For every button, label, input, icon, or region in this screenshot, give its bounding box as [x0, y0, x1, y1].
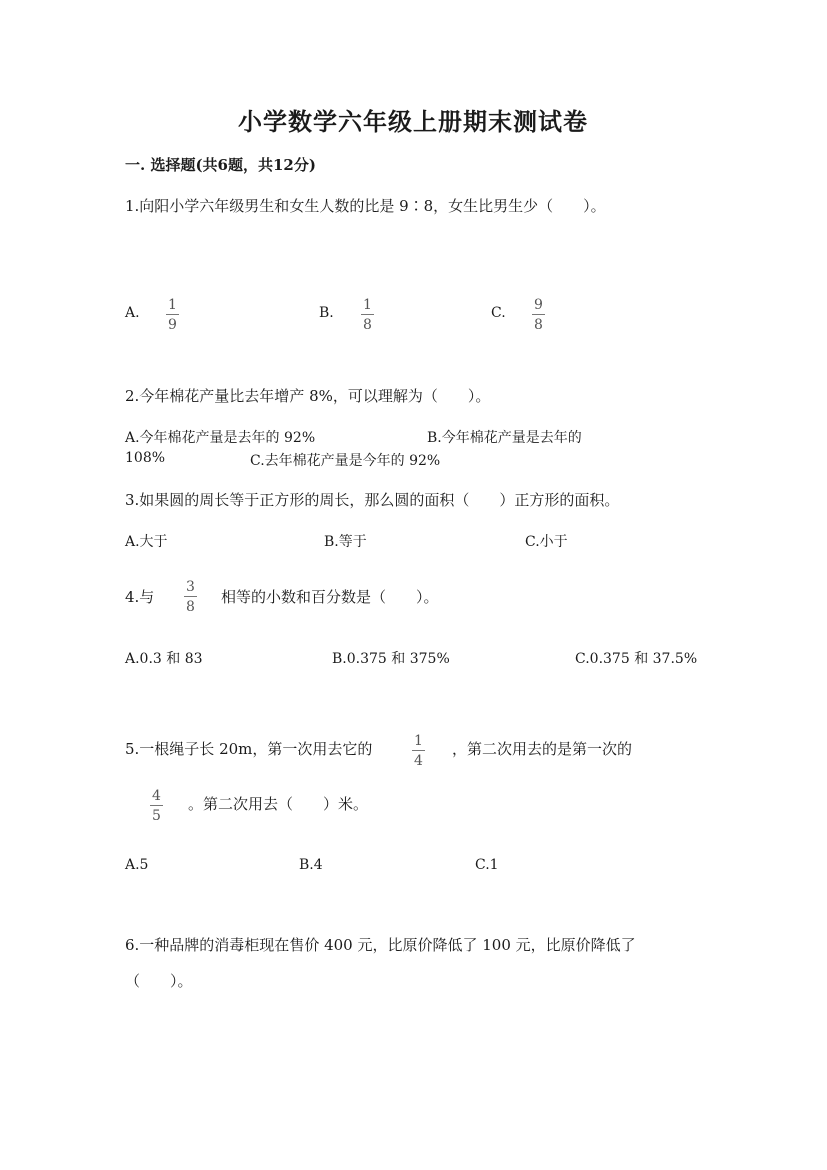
question-6-text-continued: （ ）。: [125, 972, 193, 990]
q5-option-a: A.5: [125, 857, 149, 873]
fraction-numerator: 1: [363, 297, 372, 313]
q1-option-b-fraction: [361, 298, 374, 332]
fraction-numerator: 4: [152, 788, 161, 804]
fraction-numerator: 1: [414, 733, 423, 749]
fraction-denominator: 8: [186, 599, 195, 615]
question-5-text-middle: ，第二次用去的是第一次的: [452, 740, 633, 758]
fraction-numerator: 1: [168, 297, 177, 313]
q2-option-a: A.今年棉花产量是去年的 92%: [125, 430, 316, 446]
fraction-denominator: 8: [363, 317, 372, 333]
q5-option-b: B.4: [299, 857, 323, 873]
q2-option-b: B.今年棉花产量是去年的: [427, 430, 582, 446]
section-heading: 一. 选择题(共6题，共12分): [125, 156, 316, 174]
q3-option-b: B.等于: [324, 534, 367, 550]
question-1-text: 1.向阳小学六年级男生和女生人数的比是 9∶8，女生比男生少（ ）。: [125, 197, 606, 215]
fraction-numerator: 3: [186, 579, 195, 595]
fraction-denominator: 4: [414, 753, 423, 769]
q1-option-b-label: B.: [319, 305, 334, 321]
q5-fraction-first: [412, 734, 425, 768]
q1-option-c-label: C.: [491, 305, 506, 321]
q3-option-a: A.大于: [125, 534, 168, 550]
question-6-text: 6.一种品牌的消毒柜现在售价 400 元，比原价降低了 100 元，比原价降低了: [125, 936, 636, 954]
q1-option-c-fraction: [532, 298, 545, 332]
q2-option-b-continued: 108%: [125, 450, 166, 466]
question-3-text: 3.如果圆的周长等于正方形的周长，那么圆的面积（ ）正方形的面积。: [125, 491, 620, 509]
q4-option-c: C.0.375 和 37.5%: [575, 651, 698, 667]
q1-option-a-fraction: [166, 298, 179, 332]
q3-option-c: C.小于: [525, 534, 568, 550]
question-5-text-end: 。第二次用去（ ）米。: [188, 795, 369, 813]
question-5-text: 5.一根绳子长 20m，第一次用去它的: [125, 740, 373, 758]
q4-fraction: [184, 580, 197, 614]
question-4-text: 相等的小数和百分数是（ ）。: [221, 588, 439, 606]
q1-option-a-label: A.: [125, 305, 140, 321]
q4-option-a: A.0.3 和 83: [125, 651, 203, 667]
fraction-denominator: 8: [534, 317, 543, 333]
page-title: 小学数学六年级上册期末测试卷: [238, 107, 588, 136]
fraction-numerator: 9: [534, 297, 543, 313]
q2-option-c: C.去年棉花产量是今年的 92%: [250, 453, 441, 469]
q5-fraction-second: [150, 789, 163, 823]
question-4-prefix: 4.与: [125, 588, 155, 606]
q5-option-c: C.1: [475, 857, 499, 873]
fraction-denominator: 5: [152, 808, 161, 824]
question-2-text: 2.今年棉花产量比去年增产 8%，可以理解为（ ）。: [125, 387, 491, 405]
q4-option-b: B.0.375 和 375%: [332, 651, 450, 667]
fraction-denominator: 9: [168, 317, 177, 333]
